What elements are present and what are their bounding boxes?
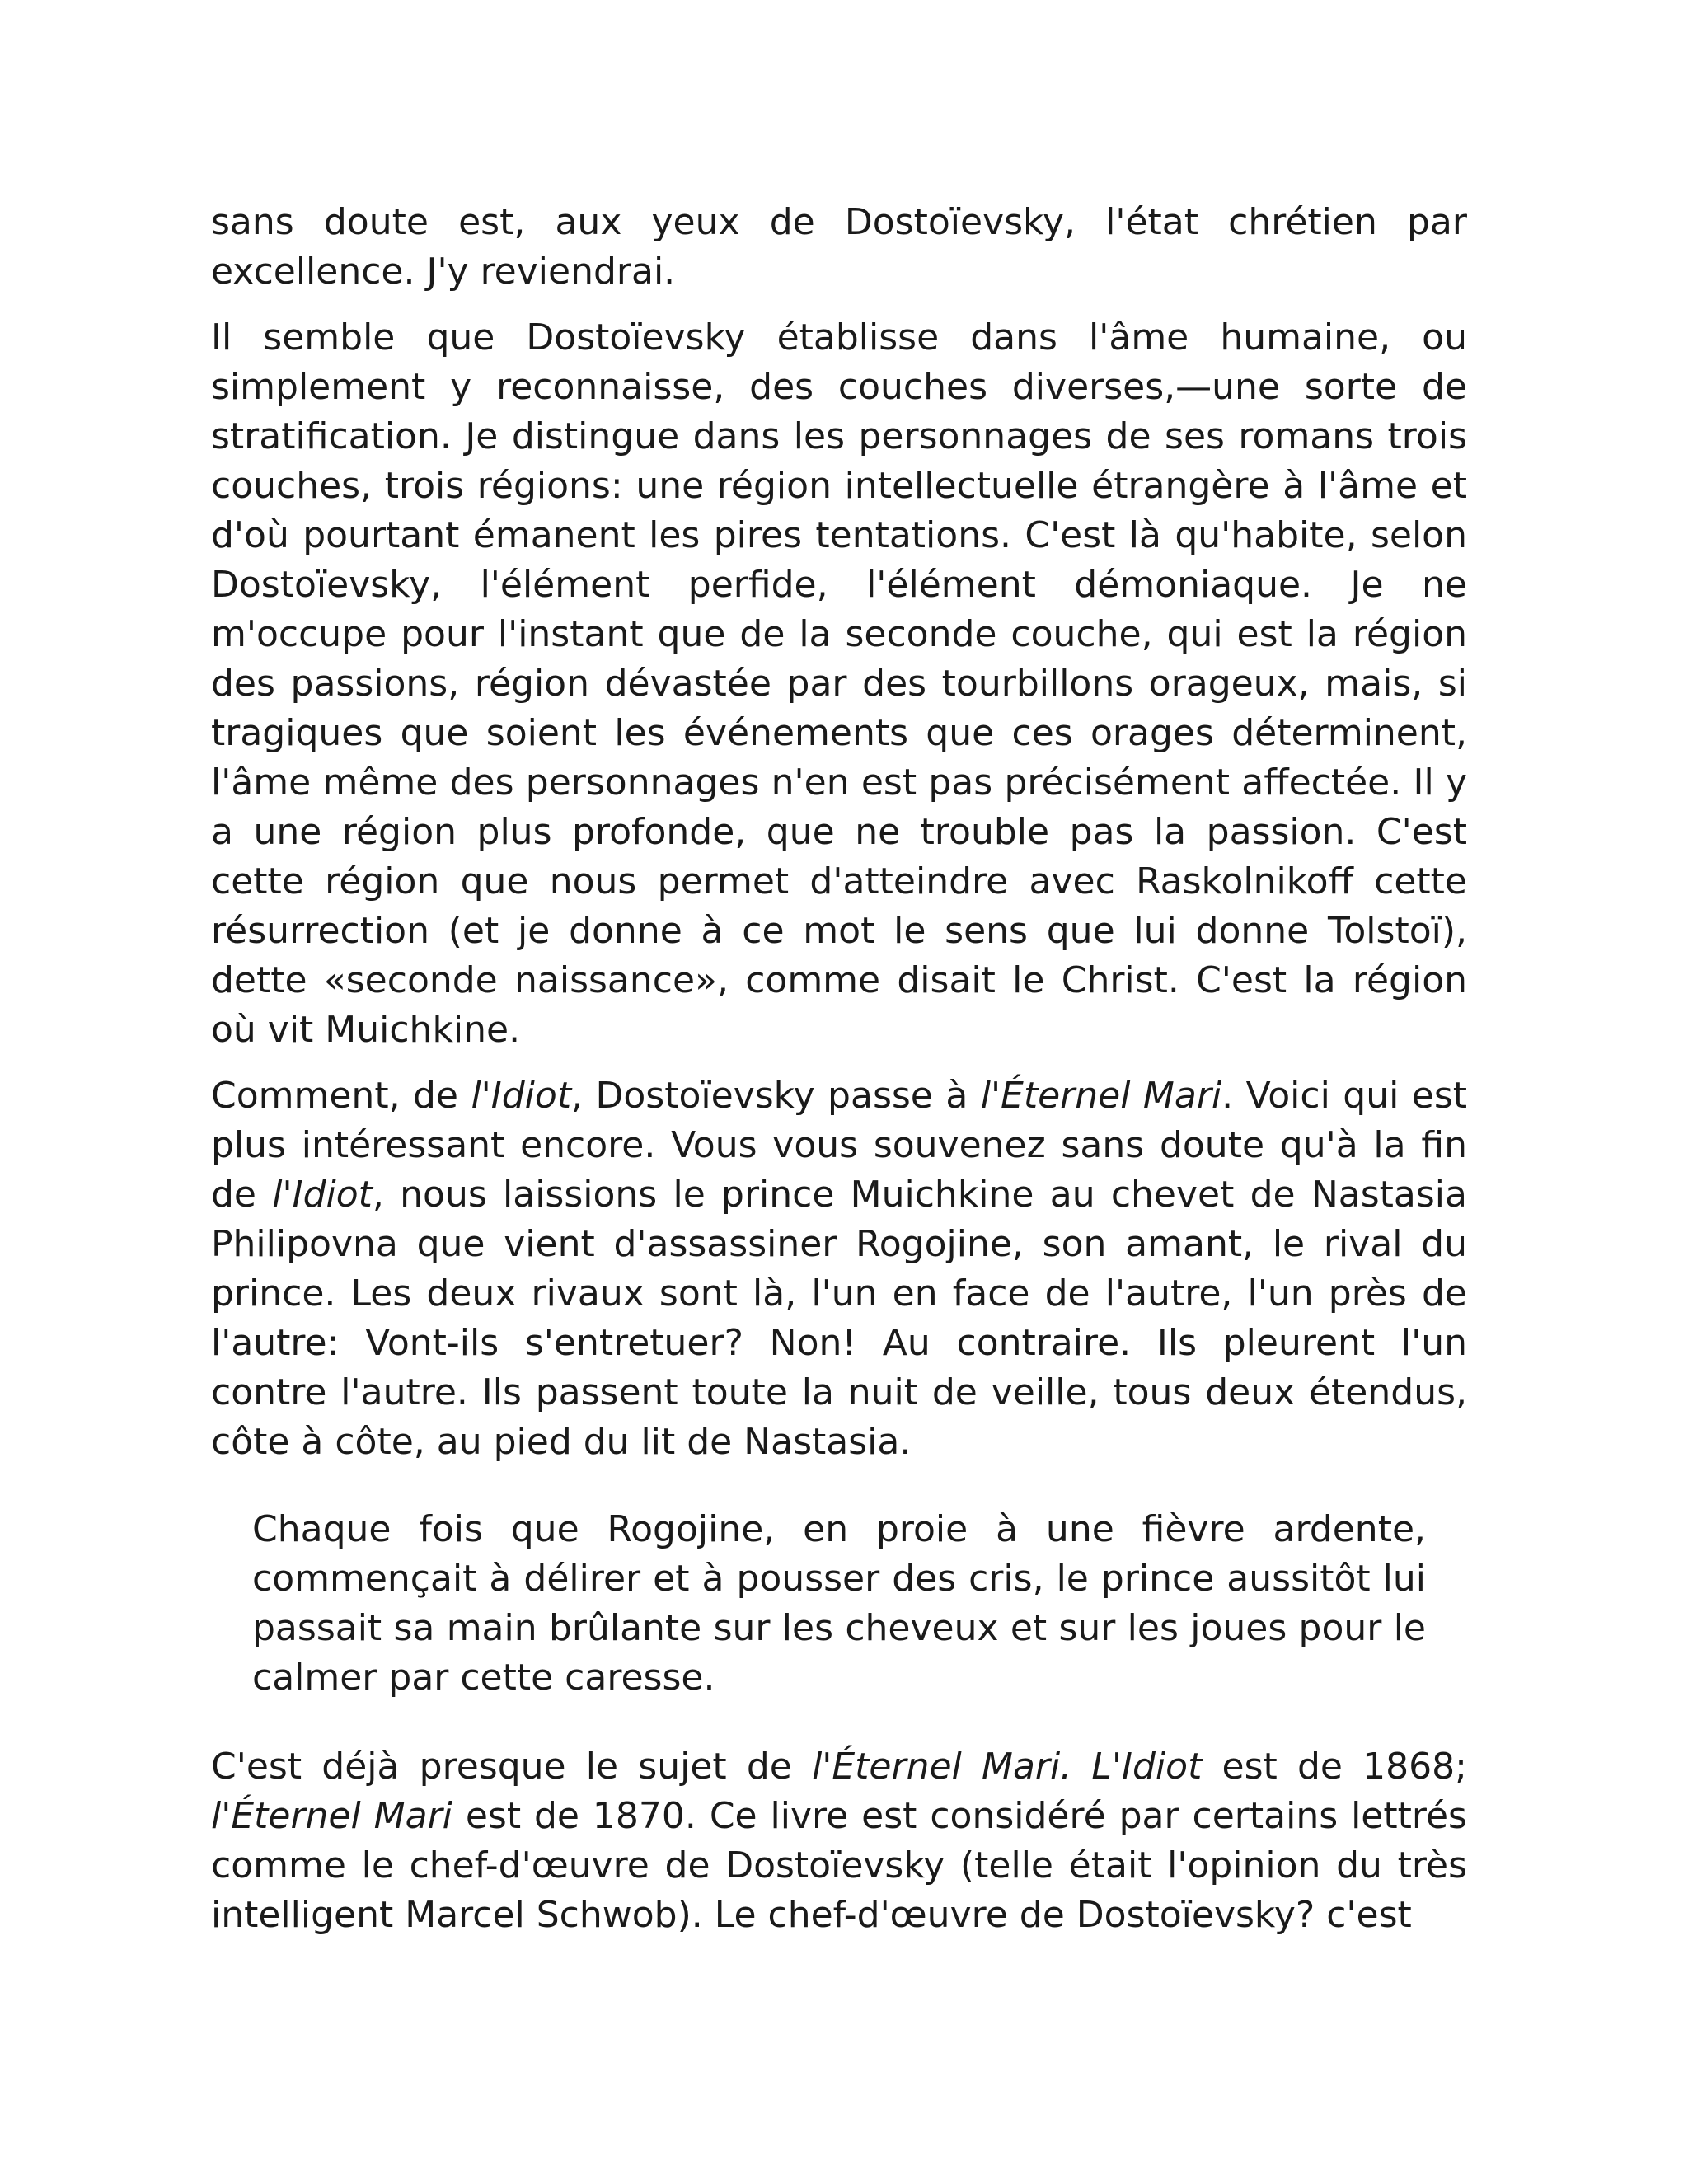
paragraph-1-text: sans doute est, aux yeux de Dostoïevsky, l'état chrétien par excellence. J'y reviendrai. (211, 201, 1467, 293)
paragraph-4-segment: est de 1868; (1202, 1746, 1467, 1788)
paragraph-4-segment: C'est déjà presque le sujet de (211, 1746, 813, 1788)
paragraph-2 (211, 313, 1467, 1055)
paragraph-3-segment: , nous laissions le prince Muichkine au chevet de Nastasia Philipovna que vient d'assassiner Rogojine, son amant, le rival du prince. Les deux rivaux sont là, l'un en face de l'autre, l'un près de l'autre: Vont-ils s'entretuer? Non! Au contraire. Ils pleurent l'un contre l'autre. Ils passent toute la nuit de veille, tous deux étendus, côte à côte, au pied du lit de Nastasia. (211, 1174, 1467, 1463)
paragraph-2-text: Il semble que Dostoïevsky établisse dans l'âme humaine, ou simplement y reconnaisse, des couches diverses,—une sorte de stratification. Je distingue dans les personnages de ses romans trois couches, trois régions: une région intellectuelle étrangère à l'âme et d'où pourtant émanent les pires tentations. C'est là qu'habite, selon Dostoïevsky, l'élément perfide, l'élément démoniaque. Je ne m'occupe pour l'instant que de la seconde couche, qui est la région des passions, région dévastée par des tourbillons orageux, mais, si tragiques que soient les événements que ces orages déterminent, l'âme même des personnages n'en est pas précisément affectée. Il y a une région plus profonde, que ne trouble pas la passion. C'est cette région que nous permet d'atteindre avec Raskolnikoff cette résurrection (et je donne à ce mot le sens que lui donne Tolstoï), dette «seconde naissance», comme disait le Christ. C'est la région où vit Muichkine. (211, 316, 1467, 1051)
paragraph-3-book-title: l'Idiot (471, 1075, 572, 1117)
paragraph-3-book-title: l'Idiot (272, 1174, 373, 1216)
paragraph-3-segment: Comment, de (211, 1075, 471, 1117)
paragraph-3-book-title: l'Éternel Mari (980, 1075, 1222, 1117)
paragraph-3 (211, 1071, 1467, 1467)
block-quote (252, 1505, 1426, 1703)
paragraph-4 (211, 1742, 1467, 1940)
paragraph-3-segment: . Voici qui est plus intéressant encore. Vous vous souvenez sans doute qu'à la fin de (211, 1075, 1467, 1216)
paragraph-1 (211, 198, 1467, 297)
paragraph-4-book-title: l'Éternel Mari (211, 1795, 452, 1837)
paragraph-3-segment: , Dostoïevsky passe à (571, 1075, 981, 1117)
paragraph-4-segment: est de 1870. Ce livre est considéré par certains lettrés comme le chef-d'œuvre de Dostoïevsky (telle était l'opinion du très intelligent Marcel Schwob). Le chef-d'œuvre de Dostoïevsky? c'est (211, 1795, 1467, 1936)
paragraph-4-book-title: l'Éternel Mari. L'Idiot (812, 1746, 1203, 1788)
block-quote-text: Chaque fois que Rogojine, en proie à une fièvre ardente, commençait à délirer et à pousser des cris, le prince aussitôt lui passait sa main brûlante sur les cheveux et sur les joues pour le calmer par cette caresse. (252, 1508, 1426, 1699)
document-page (211, 198, 1467, 1957)
